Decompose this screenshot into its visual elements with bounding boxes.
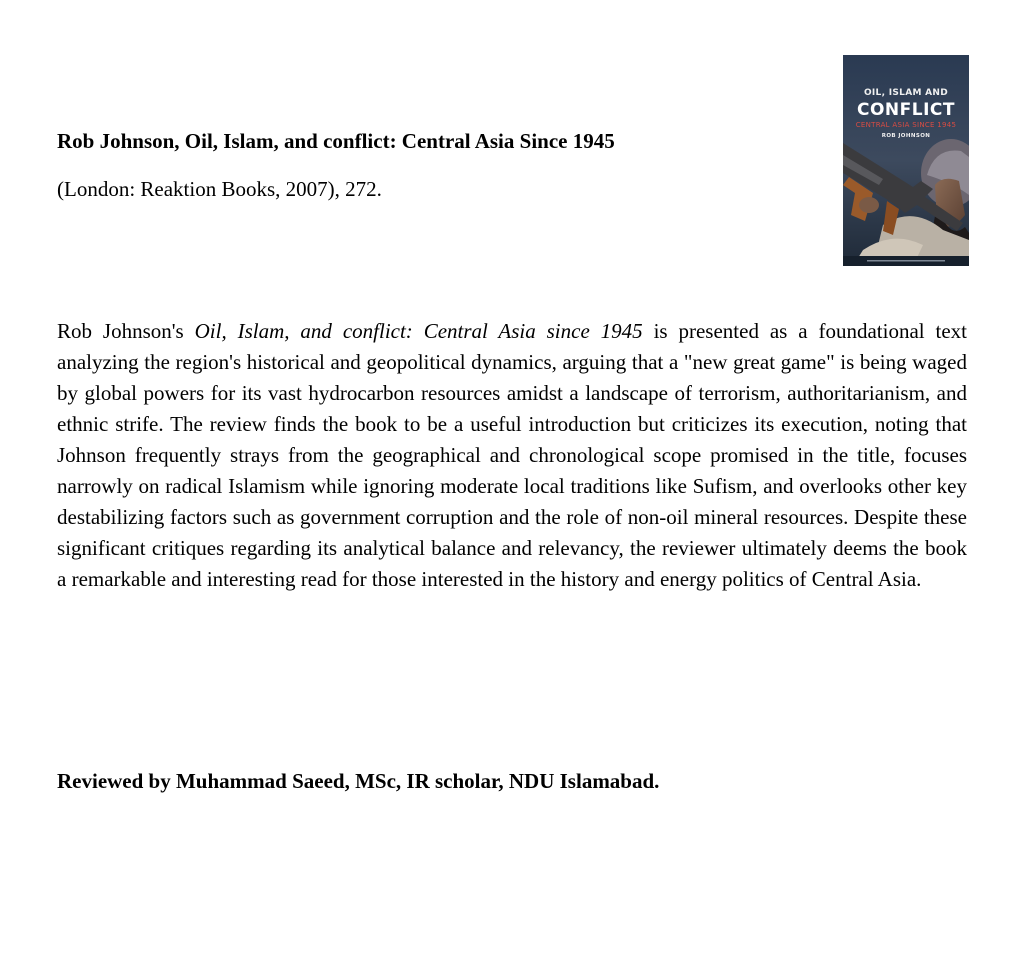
reviewer-credit: Reviewed by Muhammad Saeed, MSc, IR scholar, NDU Islamabad.: [57, 769, 660, 793]
summary-body: is presented as a foundational text analyzing the region's historical and geopolitical dynamics, arguing that a "new great game" is being waged by global powers for its vast hydrocarbon resources amidst a landscape of terrorism, authoritarianism, and ethnic strife. The review finds the book to be a useful introduction but criticizes its execution, noting that Johnson frequently strays from the geographical and chronological scope promised in the title, focuses narrowly on radical Islamism while ignoring moderate local traditions like Sufism, and overlooks other key destabilizing factors such as government corruption and the role of non-oil mineral resources. Despite these significant critiques regarding its analytical balance and relevancy, the reviewer ultimately deems the book a remarkable and interesting read for those interested in the history and energy politics of Central Asia.: [57, 319, 968, 591]
cover-title-line2: CONFLICT: [857, 100, 955, 120]
cover-title-line1: OIL, ISLAM AND: [863, 88, 949, 98]
cover-subtitle: CENTRAL ASIA SINCE 1945: [855, 121, 957, 129]
book-cover: [843, 55, 969, 266]
review-summary: [57, 316, 967, 595]
cover-text: [843, 55, 969, 139]
publication-details: (London: Reaktion Books, 2007), 272.: [57, 177, 382, 201]
cover-author: ROB JOHNSON: [881, 133, 931, 139]
book-title: Rob Johnson, Oil, Islam, and conflict: Central Asia Since 1945: [57, 129, 615, 153]
summary-book-title: Oil, Islam, and conflict: Central Asia since 1945: [194, 319, 643, 343]
summary-lead: Rob Johnson's: [57, 319, 195, 343]
